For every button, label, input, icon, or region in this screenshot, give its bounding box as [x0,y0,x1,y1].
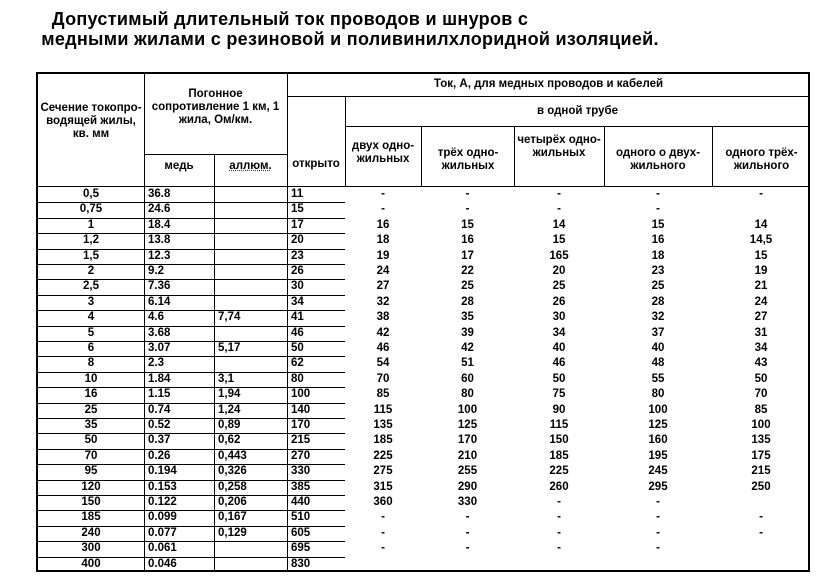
cell-one-two: - [656,496,660,508]
cell-one-three: - [759,511,763,524]
cell-four: 20 [552,265,566,277]
cell-three: 290 [457,480,478,493]
cell-aluminum: 0,326 [218,465,247,478]
cell-section: 50 [84,434,98,447]
cell-copper: 7.36 [148,280,171,293]
cell-copper: 0.52 [148,419,171,431]
cell-two: 70 [376,372,390,385]
cell-copper: 12.3 [148,249,171,262]
cell-open: 23 [291,249,304,262]
cell-two: 32 [376,295,390,308]
cell-copper: 0.74 [148,403,171,416]
cell-copper: 0.061 [148,542,177,555]
cell-aluminum: 0,129 [218,526,247,539]
cell-two: 27 [376,280,390,293]
cell-section: 1,5 [83,249,99,262]
cell-three: 42 [461,342,474,354]
cell-open: 270 [291,449,311,462]
cell-two: 115 [373,403,393,416]
cell-four: - [557,188,561,200]
cell-two [345,557,421,572]
cell-one-three: 100 [751,419,771,431]
cell-one-three: 14,5 [749,234,773,247]
cell-aluminum [218,187,287,202]
cell-aluminum: 0,206 [218,496,247,508]
cell-three: - [465,526,470,539]
cell-section: 2,5 [83,280,99,293]
cell-section: 6 [87,342,95,354]
header-aluminum: аллюм. [229,160,272,172]
cell-open: 11 [291,188,304,200]
cell-aluminum [218,233,287,248]
cell-two: 18 [376,234,390,247]
cell-aluminum [218,557,287,572]
cell-open: 695 [291,542,311,555]
cell-four: 260 [549,480,569,493]
cell-aluminum: 0,167 [218,511,247,524]
cell-aluminum [218,356,287,371]
cell-copper: 3.68 [148,326,171,339]
cell-two: 85 [376,388,390,401]
cell-three: 28 [461,295,474,308]
cell-four: 185 [549,449,569,462]
cell-three: 60 [461,372,474,385]
cell-four: 34 [552,326,566,339]
cell-aluminum: 0,62 [218,434,241,447]
cell-aluminum [218,202,287,217]
cell-section: 95 [84,465,98,478]
cell-three: 17 [461,249,474,262]
cell-section: 70 [84,449,98,462]
cell-copper: 4.6 [148,311,164,324]
cell-one-two: 195 [648,449,668,462]
cell-one-two: - [656,526,660,539]
cell-open: 510 [291,511,311,524]
cell-copper: 0.099 [148,511,177,524]
cell-four: - [557,542,561,555]
cell-four: 14 [552,218,566,231]
cell-three: 170 [457,434,478,447]
cell-one-two: 25 [651,280,665,293]
cell-section: 1 [87,218,95,231]
cell-two: - [381,511,385,524]
cell-open: 330 [291,465,311,478]
cell-one-two: 23 [651,265,665,277]
cell-two: 19 [376,249,390,262]
cell-aluminum: 0,258 [218,480,247,493]
cell-four: 75 [552,388,566,401]
cell-one-three: 70 [754,388,768,401]
cell-two: 225 [373,449,393,462]
cell-one-three: 215 [751,465,771,478]
cell-four: - [557,496,561,508]
cell-three: - [465,511,470,524]
cell-open: 80 [291,372,304,385]
cell-two: - [381,542,385,555]
cell-two: 360 [373,496,393,508]
cell-aluminum [218,541,287,556]
cell-copper: 0.122 [148,496,177,508]
cell-one-two: 18 [651,249,665,262]
cell-copper: 9.2 [148,265,164,277]
cell-open: 50 [291,342,304,354]
cell-section: 3 [87,295,95,308]
cell-one-three: 24 [754,295,768,308]
header-current: Ток, А, для медных проводов и кабелей [433,78,664,90]
header-two-single-core: двух одно-жильных [351,140,415,165]
cell-one-two: 160 [648,434,668,447]
cell-one-three: 15 [754,249,768,262]
cell-section: 400 [81,557,101,570]
cell-section: 35 [84,419,98,431]
cell-section: 4 [87,311,95,324]
cell-aluminum: 0,443 [218,449,247,462]
cell-three [421,557,514,572]
header-three-single-core: трёх одно-жильных [437,147,499,172]
cell-one-two: 48 [651,357,665,370]
cell-one-three: 50 [754,372,768,385]
cell-one-two: 28 [651,295,665,308]
cell-four: 165 [549,249,569,262]
cell-aluminum [218,326,287,341]
cell-one-two: 80 [651,388,665,401]
cell-four: 50 [552,372,566,385]
cell-one-two: 245 [648,465,668,478]
cell-section: 25 [84,403,98,416]
cell-one-three: - [759,526,763,539]
cell-one-three [712,202,810,217]
cell-three: 35 [461,311,474,324]
cell-aluminum: 3,1 [218,372,234,385]
cell-copper: 13.8 [148,234,171,247]
cell-aluminum [218,295,287,310]
cell-open: 17 [291,218,304,231]
cell-copper: 24.6 [148,203,171,216]
cell-one-two: 40 [651,342,665,354]
cell-four: 90 [552,403,566,416]
cell-open: 34 [291,295,304,308]
cell-one-two: 100 [648,403,668,416]
cell-one-two: - [656,542,660,555]
cell-copper: 0.26 [148,449,171,462]
cell-two: 46 [376,342,390,354]
page-title-line-2: медными жилами с резиновой и поливинилхлоридной изоляцией. [41,29,659,49]
cell-four: 225 [549,465,569,478]
cell-two: 185 [373,434,393,447]
cell-three: 16 [461,234,474,247]
cell-section: 8 [87,357,95,370]
cell-one-three [712,495,810,510]
cell-one-two: - [656,203,660,216]
cell-two: 135 [373,419,393,431]
cell-open: 15 [291,203,304,216]
cell-one-two: 55 [651,372,665,385]
cell-three: 51 [461,357,474,370]
cell-four: - [557,203,561,216]
cell-section: 16 [84,388,98,401]
cell-open: 46 [291,326,304,339]
cell-aluminum [218,279,287,294]
cell-one-two: 125 [648,419,668,431]
cell-open: 62 [291,357,304,370]
header-resistance: Погонное сопротивление 1 км, 1 жила, Ом/км. [151,88,280,126]
cell-section: 240 [81,526,101,539]
cell-copper: 0.077 [148,526,177,539]
cell-four: - [557,511,561,524]
cell-section: 0,75 [79,203,103,216]
cell-copper: 3.07 [148,342,171,354]
header-open: открыто [292,158,340,170]
cell-four: 150 [549,434,569,447]
cell-copper: 0.194 [148,465,177,478]
cell-open: 830 [291,557,311,570]
cell-one-three: 250 [751,480,771,493]
cell-copper: 0.153 [148,480,177,493]
cell-four: 46 [552,357,566,370]
cell-one-two: 295 [648,480,668,493]
header-in-pipe: в одной трубе [536,105,619,117]
cell-aluminum: 5,17 [218,342,241,354]
cell-four: 25 [552,280,566,293]
cell-copper: 0.37 [148,434,171,447]
cell-one-three: 14 [754,218,768,231]
cell-open: 385 [291,480,311,493]
cell-open: 20 [291,234,304,247]
cell-three: - [465,188,470,200]
cell-three: 80 [461,388,474,401]
cell-one-two [604,557,712,572]
cell-four: 115 [549,419,569,431]
cell-section: 300 [81,542,101,555]
cell-one-three: 19 [754,265,768,277]
cell-section: 120 [81,480,101,493]
cell-two: - [381,203,385,216]
cell-two: 315 [373,480,393,493]
cell-three: - [465,203,470,216]
cell-aluminum [218,264,287,279]
cell-one-three: 21 [754,280,768,293]
cell-three: - [465,542,470,555]
cell-two: 38 [376,311,390,324]
cell-copper: 1.15 [148,388,171,401]
cell-copper: 0.046 [148,557,177,570]
cell-open: 100 [291,388,311,401]
cell-one-three: 31 [754,326,768,339]
cell-section: 1,2 [83,234,99,247]
cell-one-two: 32 [651,311,665,324]
cell-four: 40 [552,342,566,354]
cell-three: 210 [457,449,478,462]
cell-one-three [712,557,810,572]
cell-section: 10 [84,372,98,385]
cell-one-three: 85 [754,403,768,416]
cell-four: 30 [552,311,566,324]
cell-two: - [381,526,385,539]
cell-section: 0,5 [83,188,99,200]
cell-three: 100 [457,403,478,416]
cell-aluminum: 1,24 [218,403,241,416]
cell-two: 275 [373,465,393,478]
cell-section: 185 [81,511,101,524]
cell-open: 41 [291,311,304,324]
cell-copper: 6.14 [148,295,171,308]
cell-three: 330 [457,496,478,508]
cell-three: 125 [457,419,478,431]
cell-open: 215 [291,434,311,447]
cell-one-three: 27 [754,311,768,324]
header-four-single-core: четырёх одно-жильных [517,134,601,159]
cell-open: 26 [291,265,304,277]
cell-aluminum: 7,74 [218,311,241,324]
cell-aluminum [218,218,287,233]
cell-aluminum: 1,94 [218,388,241,401]
header-copper: медь [164,160,194,172]
cell-two: - [381,188,385,200]
cell-one-three [712,541,810,556]
cell-two: 16 [376,218,390,231]
header-section: Сечение токопро-водящей жилы, кв. мм [40,102,142,140]
cell-four [514,557,604,572]
cell-one-two: - [656,188,660,200]
cell-open: 140 [291,403,311,416]
cell-copper: 1.84 [148,372,171,385]
cell-section: 5 [87,326,95,339]
header-one-two-core: одного о двух-жильного [615,147,701,172]
cell-three: 22 [461,265,474,277]
cell-open: 170 [291,419,311,431]
header-one-three-core: одного трёх-жильного [725,147,798,172]
cell-one-three: 34 [754,342,768,354]
cell-one-two: 16 [651,234,665,247]
cell-one-two: - [656,511,660,524]
cell-four: 15 [552,234,566,247]
cell-two: 54 [376,357,390,370]
cell-one-three: 43 [754,357,768,370]
cell-one-two: 37 [651,326,665,339]
cell-copper: 2.3 [148,357,164,370]
cell-three: 255 [457,465,478,478]
cell-three: 15 [461,218,474,231]
cell-one-three: 175 [751,449,771,462]
cell-aluminum: 0,89 [218,419,241,431]
cell-open: 605 [291,526,311,539]
cell-section: 150 [81,496,101,508]
page-title-line-1: Допустимый длительный ток проводов и шнуров с [51,9,529,29]
cell-copper: 18.4 [148,218,171,231]
cell-one-three: 135 [751,434,771,447]
cell-three: 39 [461,326,474,339]
cell-four: - [557,526,561,539]
cell-two: 42 [376,326,390,339]
cell-section: 2 [87,265,95,277]
cell-one-two: 15 [651,218,665,231]
cell-four: 26 [552,295,566,308]
cell-copper: 36.8 [148,188,171,200]
cell-two: 24 [376,265,390,277]
current-table [36,72,810,572]
cell-one-three: - [759,188,763,200]
cell-open: 30 [291,280,304,293]
cell-open: 440 [291,496,311,508]
cell-aluminum [218,249,287,264]
cell-three: 25 [461,280,474,293]
